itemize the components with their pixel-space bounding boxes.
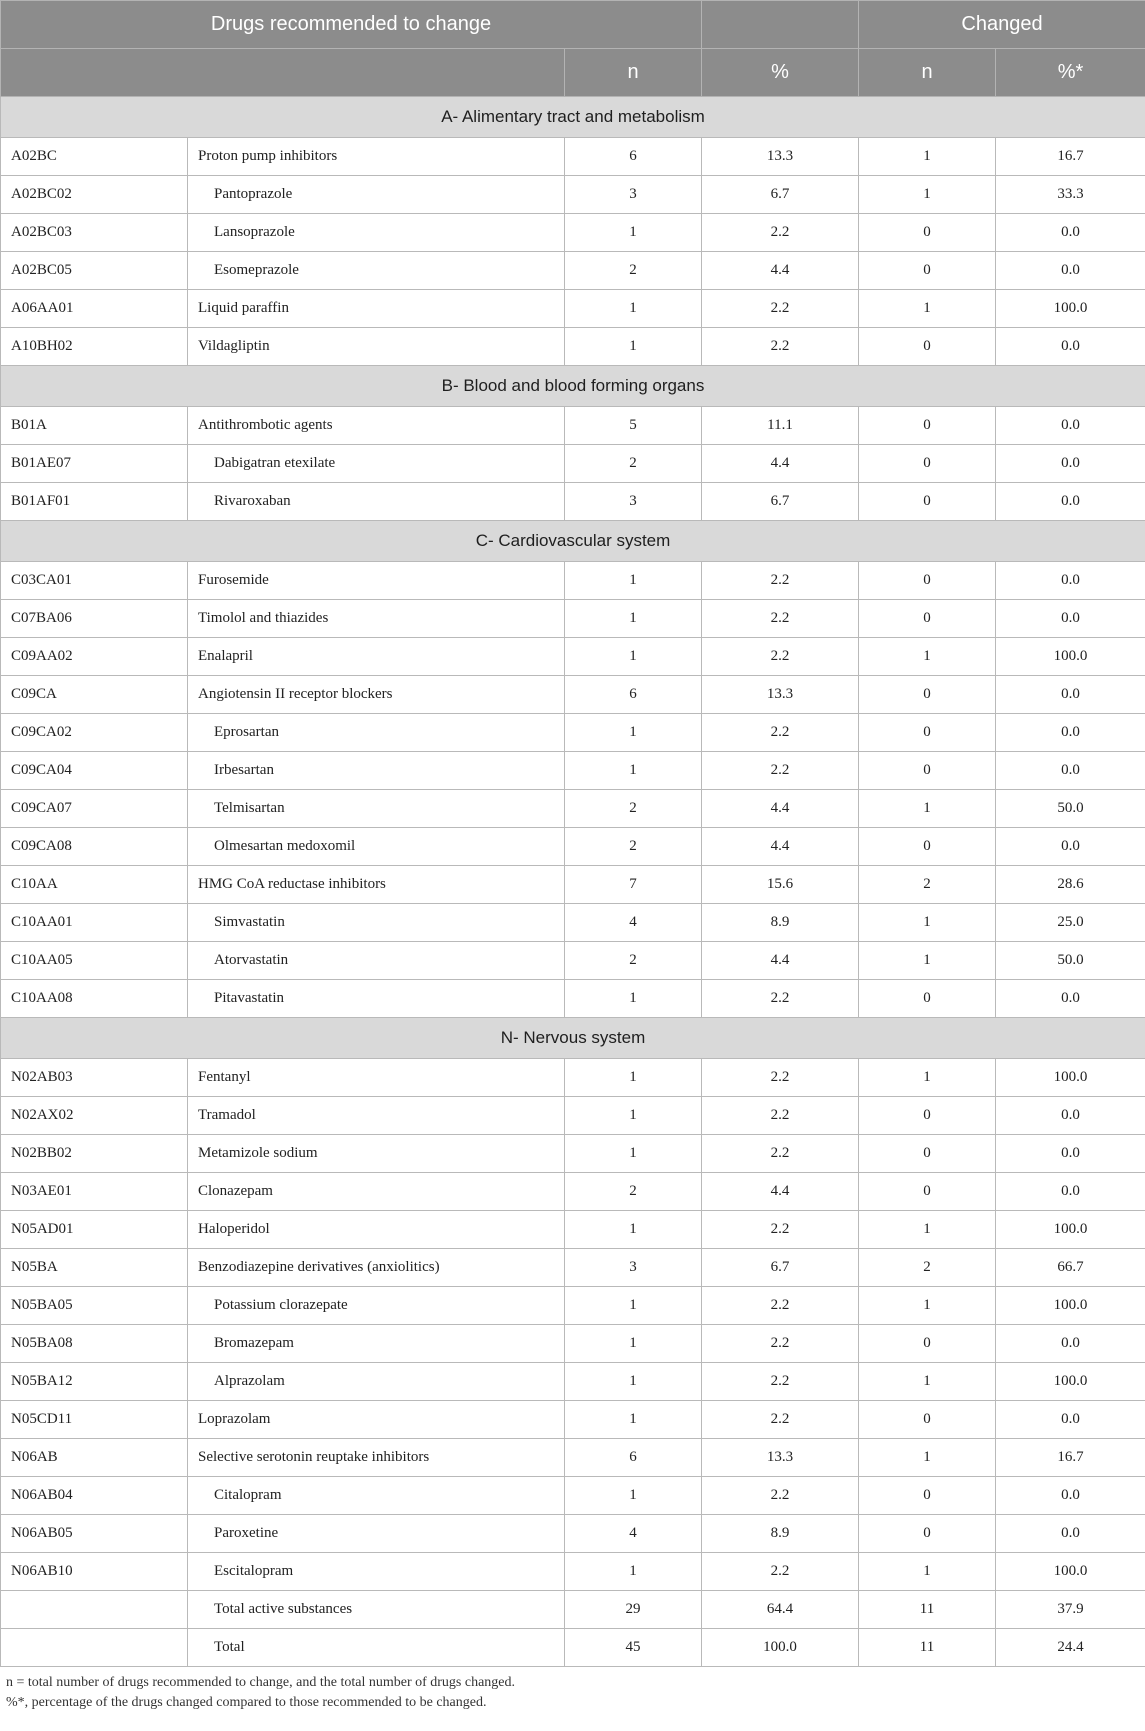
atc-code-cell xyxy=(1,1591,188,1629)
changed-pct-cell: 100.0 xyxy=(996,1211,1145,1249)
changed-pct-cell: 100.0 xyxy=(996,1553,1145,1591)
recommended-n-cell: 1 xyxy=(565,1211,702,1249)
changed-pct-cell: 24.4 xyxy=(996,1629,1145,1667)
atc-code-cell: C10AA xyxy=(1,866,188,904)
recommended-pct-cell: 2.2 xyxy=(702,290,859,328)
changed-pct-cell: 0.0 xyxy=(996,407,1145,445)
section-row xyxy=(1,366,1145,407)
changed-n-cell: 0 xyxy=(859,562,996,600)
changed-n-cell: 11 xyxy=(859,1629,996,1667)
atc-code-cell: N03AE01 xyxy=(1,1173,188,1211)
drug-name-cell: Alprazolam xyxy=(188,1363,565,1401)
drug-name-cell: Benzodiazepine derivatives (anxiolitics) xyxy=(188,1249,565,1287)
recommended-pct-cell: 2.2 xyxy=(702,214,859,252)
recommended-n-cell: 2 xyxy=(565,828,702,866)
recommended-n-cell: 4 xyxy=(565,1515,702,1553)
recommended-pct-cell: 11.1 xyxy=(702,407,859,445)
drug-name-cell: Bromazepam xyxy=(188,1325,565,1363)
atc-code-cell xyxy=(1,1629,188,1667)
header-n: n xyxy=(565,49,702,97)
table-row xyxy=(1,1173,1145,1211)
recommended-n-cell: 1 xyxy=(565,1287,702,1325)
changed-pct-cell: 0.0 xyxy=(996,562,1145,600)
recommended-n-cell: 1 xyxy=(565,1325,702,1363)
table-row xyxy=(1,1515,1145,1553)
changed-pct-cell: 0.0 xyxy=(996,714,1145,752)
recommended-n-cell: 7 xyxy=(565,866,702,904)
drug-name-cell: Timolol and thiazides xyxy=(188,600,565,638)
changed-n-cell: 0 xyxy=(859,214,996,252)
changed-pct-cell: 0.0 xyxy=(996,252,1145,290)
changed-n-cell: 2 xyxy=(859,1249,996,1287)
recommended-n-cell: 1 xyxy=(565,980,702,1018)
atc-code-cell: N06AB10 xyxy=(1,1553,188,1591)
recommended-n-cell: 2 xyxy=(565,790,702,828)
changed-n-cell: 0 xyxy=(859,1477,996,1515)
table-row xyxy=(1,828,1145,866)
recommended-pct-cell: 4.4 xyxy=(702,1173,859,1211)
table-row xyxy=(1,1591,1145,1629)
drug-name-cell: Vildagliptin xyxy=(188,328,565,366)
table-row xyxy=(1,1553,1145,1591)
recommended-pct-cell: 2.2 xyxy=(702,1059,859,1097)
table-row xyxy=(1,1059,1145,1097)
atc-code-cell: C03CA01 xyxy=(1,562,188,600)
changed-n-cell: 0 xyxy=(859,252,996,290)
table-row xyxy=(1,483,1145,521)
changed-n-cell: 0 xyxy=(859,676,996,714)
changed-pct-cell: 0.0 xyxy=(996,828,1145,866)
table-row xyxy=(1,1249,1145,1287)
changed-n-cell: 0 xyxy=(859,1097,996,1135)
changed-pct-cell: 100.0 xyxy=(996,1059,1145,1097)
section-title: A- Alimentary tract and metabolism xyxy=(1,97,1145,138)
changed-pct-cell: 100.0 xyxy=(996,290,1145,328)
atc-code-cell: N05AD01 xyxy=(1,1211,188,1249)
changed-pct-cell: 0.0 xyxy=(996,1097,1145,1135)
table-row xyxy=(1,676,1145,714)
drug-name-cell: HMG CoA reductase inhibitors xyxy=(188,866,565,904)
drug-name-cell: Tramadol xyxy=(188,1097,565,1135)
atc-code-cell: A02BC xyxy=(1,138,188,176)
recommended-n-cell: 2 xyxy=(565,445,702,483)
recommended-n-cell: 6 xyxy=(565,138,702,176)
atc-code-cell: B01A xyxy=(1,407,188,445)
changed-pct-cell: 33.3 xyxy=(996,176,1145,214)
atc-code-cell: N06AB04 xyxy=(1,1477,188,1515)
atc-code-cell: C10AA05 xyxy=(1,942,188,980)
recommended-n-cell: 2 xyxy=(565,942,702,980)
atc-code-cell: C07BA06 xyxy=(1,600,188,638)
recommended-pct-cell: 100.0 xyxy=(702,1629,859,1667)
header-pct: % xyxy=(702,49,859,97)
changed-n-cell: 0 xyxy=(859,483,996,521)
drug-name-cell: Proton pump inhibitors xyxy=(188,138,565,176)
changed-n-cell: 1 xyxy=(859,290,996,328)
changed-n-cell: 0 xyxy=(859,714,996,752)
drug-name-cell: Atorvastatin xyxy=(188,942,565,980)
table-footnotes xyxy=(0,1667,1145,1713)
drug-name-cell: Loprazolam xyxy=(188,1401,565,1439)
recommended-pct-cell: 2.2 xyxy=(702,1553,859,1591)
recommended-pct-cell: 2.2 xyxy=(702,1363,859,1401)
recommended-n-cell: 1 xyxy=(565,752,702,790)
atc-code-cell: N05CD11 xyxy=(1,1401,188,1439)
recommended-n-cell: 1 xyxy=(565,214,702,252)
recommended-pct-cell: 2.2 xyxy=(702,1401,859,1439)
header-changed-pct: %* xyxy=(996,49,1145,97)
table-row xyxy=(1,600,1145,638)
recommended-n-cell: 1 xyxy=(565,1097,702,1135)
changed-n-cell: 11 xyxy=(859,1591,996,1629)
recommended-pct-cell: 64.4 xyxy=(702,1591,859,1629)
drug-name-cell: Citalopram xyxy=(188,1477,565,1515)
table-row xyxy=(1,1287,1145,1325)
drug-name-cell: Eprosartan xyxy=(188,714,565,752)
table-row xyxy=(1,176,1145,214)
drug-name-cell: Metamizole sodium xyxy=(188,1135,565,1173)
recommended-pct-cell: 2.2 xyxy=(702,1135,859,1173)
changed-n-cell: 0 xyxy=(859,828,996,866)
changed-pct-cell: 0.0 xyxy=(996,214,1145,252)
drug-name-cell: Enalapril xyxy=(188,638,565,676)
recommended-n-cell: 29 xyxy=(565,1591,702,1629)
section-row xyxy=(1,521,1145,562)
atc-code-cell: C09CA08 xyxy=(1,828,188,866)
recommended-pct-cell: 2.2 xyxy=(702,752,859,790)
drug-name-cell: Telmisartan xyxy=(188,790,565,828)
recommended-pct-cell: 2.2 xyxy=(702,714,859,752)
atc-code-cell: C10AA01 xyxy=(1,904,188,942)
atc-code-cell: N05BA12 xyxy=(1,1363,188,1401)
changed-n-cell: 0 xyxy=(859,1173,996,1211)
section-title: C- Cardiovascular system xyxy=(1,521,1145,562)
recommended-pct-cell: 2.2 xyxy=(702,1325,859,1363)
recommended-pct-cell: 13.3 xyxy=(702,138,859,176)
atc-code-cell: N05BA05 xyxy=(1,1287,188,1325)
changed-n-cell: 1 xyxy=(859,138,996,176)
atc-code-cell: N02AX02 xyxy=(1,1097,188,1135)
section-row xyxy=(1,97,1145,138)
changed-pct-cell: 37.9 xyxy=(996,1591,1145,1629)
changed-n-cell: 0 xyxy=(859,1515,996,1553)
atc-code-cell: N06AB05 xyxy=(1,1515,188,1553)
table-row xyxy=(1,1097,1145,1135)
section-title: N- Nervous system xyxy=(1,1018,1145,1059)
recommended-n-cell: 1 xyxy=(565,1477,702,1515)
drug-name-cell: Pantoprazole xyxy=(188,176,565,214)
recommended-pct-cell: 2.2 xyxy=(702,1211,859,1249)
drug-name-cell: Olmesartan medoxomil xyxy=(188,828,565,866)
changed-pct-cell: 25.0 xyxy=(996,904,1145,942)
drug-name-cell: Selective serotonin reuptake inhibitors xyxy=(188,1439,565,1477)
recommended-n-cell: 2 xyxy=(565,252,702,290)
recommended-pct-cell: 15.6 xyxy=(702,866,859,904)
recommended-pct-cell: 2.2 xyxy=(702,980,859,1018)
recommended-pct-cell: 4.4 xyxy=(702,790,859,828)
recommended-pct-cell: 8.9 xyxy=(702,1515,859,1553)
changed-n-cell: 0 xyxy=(859,1135,996,1173)
header-changed-n: n xyxy=(859,49,996,97)
drug-name-cell: Irbesartan xyxy=(188,752,565,790)
table-row xyxy=(1,252,1145,290)
table-row xyxy=(1,752,1145,790)
recommended-n-cell: 1 xyxy=(565,714,702,752)
changed-n-cell: 0 xyxy=(859,328,996,366)
recommended-pct-cell: 2.2 xyxy=(702,328,859,366)
atc-code-cell: A02BC02 xyxy=(1,176,188,214)
section-row xyxy=(1,1018,1145,1059)
changed-n-cell: 1 xyxy=(859,638,996,676)
recommended-pct-cell: 6.7 xyxy=(702,1249,859,1287)
changed-n-cell: 1 xyxy=(859,1363,996,1401)
changed-pct-cell: 0.0 xyxy=(996,676,1145,714)
changed-pct-cell: 0.0 xyxy=(996,600,1145,638)
recommended-pct-cell: 13.3 xyxy=(702,676,859,714)
changed-pct-cell: 28.6 xyxy=(996,866,1145,904)
table-row xyxy=(1,562,1145,600)
table-row xyxy=(1,980,1145,1018)
recommended-pct-cell: 2.2 xyxy=(702,638,859,676)
drug-name-cell: Potassium clorazepate xyxy=(188,1287,565,1325)
drug-name-cell: Angiotensin II receptor blockers xyxy=(188,676,565,714)
header-blank xyxy=(702,1,859,49)
recommended-pct-cell: 2.2 xyxy=(702,1477,859,1515)
recommended-n-cell: 1 xyxy=(565,638,702,676)
recommended-n-cell: 1 xyxy=(565,328,702,366)
atc-code-cell: N02BB02 xyxy=(1,1135,188,1173)
drug-name-cell: Fentanyl xyxy=(188,1059,565,1097)
recommended-pct-cell: 4.4 xyxy=(702,252,859,290)
table-row xyxy=(1,904,1145,942)
table-row xyxy=(1,1401,1145,1439)
recommended-pct-cell: 4.4 xyxy=(702,942,859,980)
drug-name-cell: Furosemide xyxy=(188,562,565,600)
header-blank-2 xyxy=(1,49,565,97)
atc-code-cell: C09CA04 xyxy=(1,752,188,790)
changed-n-cell: 1 xyxy=(859,942,996,980)
recommended-n-cell: 1 xyxy=(565,600,702,638)
drug-name-cell: Pitavastatin xyxy=(188,980,565,1018)
drug-name-cell: Rivaroxaban xyxy=(188,483,565,521)
changed-pct-cell: 50.0 xyxy=(996,942,1145,980)
table-body xyxy=(1,97,1145,1667)
changed-n-cell: 1 xyxy=(859,176,996,214)
footnote: %*, percentage of the drugs changed compared to those recommended to be changed. xyxy=(6,1695,487,1710)
recommended-pct-cell: 2.2 xyxy=(702,1287,859,1325)
changed-n-cell: 0 xyxy=(859,1325,996,1363)
drug-name-cell: Paroxetine xyxy=(188,1515,565,1553)
changed-n-cell: 1 xyxy=(859,790,996,828)
table-row xyxy=(1,445,1145,483)
atc-code-cell: N06AB xyxy=(1,1439,188,1477)
atc-code-cell: N05BA08 xyxy=(1,1325,188,1363)
drug-name-cell: Total active substances xyxy=(188,1591,565,1629)
table-row xyxy=(1,1211,1145,1249)
recommended-n-cell: 2 xyxy=(565,1173,702,1211)
changed-n-cell: 1 xyxy=(859,1439,996,1477)
recommended-n-cell: 3 xyxy=(565,176,702,214)
table-row xyxy=(1,214,1145,252)
table-row xyxy=(1,1439,1145,1477)
atc-code-cell: N05BA xyxy=(1,1249,188,1287)
changed-pct-cell: 50.0 xyxy=(996,790,1145,828)
changed-pct-cell: 16.7 xyxy=(996,138,1145,176)
atc-code-cell: B01AE07 xyxy=(1,445,188,483)
table-row xyxy=(1,714,1145,752)
changed-pct-cell: 0.0 xyxy=(996,483,1145,521)
changed-n-cell: 1 xyxy=(859,1211,996,1249)
changed-pct-cell: 0.0 xyxy=(996,445,1145,483)
drug-name-cell: Clonazepam xyxy=(188,1173,565,1211)
header-changed: Changed xyxy=(859,1,1145,49)
changed-pct-cell: 0.0 xyxy=(996,1135,1145,1173)
table-row xyxy=(1,290,1145,328)
atc-code-cell: A06AA01 xyxy=(1,290,188,328)
recommended-pct-cell: 6.7 xyxy=(702,483,859,521)
drug-name-cell: Escitalopram xyxy=(188,1553,565,1591)
recommended-n-cell: 6 xyxy=(565,1439,702,1477)
drug-name-cell: Liquid paraffin xyxy=(188,290,565,328)
drug-name-cell: Simvastatin xyxy=(188,904,565,942)
changed-pct-cell: 0.0 xyxy=(996,1401,1145,1439)
atc-code-cell: C09CA07 xyxy=(1,790,188,828)
changed-n-cell: 2 xyxy=(859,866,996,904)
recommended-pct-cell: 2.2 xyxy=(702,1097,859,1135)
header-title: Drugs recommended to change xyxy=(1,1,702,49)
table-row xyxy=(1,638,1145,676)
recommended-pct-cell: 13.3 xyxy=(702,1439,859,1477)
recommended-n-cell: 5 xyxy=(565,407,702,445)
drug-name-cell: Antithrombotic agents xyxy=(188,407,565,445)
recommended-n-cell: 3 xyxy=(565,483,702,521)
changed-n-cell: 0 xyxy=(859,445,996,483)
changed-pct-cell: 100.0 xyxy=(996,638,1145,676)
changed-n-cell: 0 xyxy=(859,407,996,445)
recommended-n-cell: 4 xyxy=(565,904,702,942)
table-row xyxy=(1,790,1145,828)
drug-name-cell: Haloperidol xyxy=(188,1211,565,1249)
table-row xyxy=(1,138,1145,176)
changed-pct-cell: 0.0 xyxy=(996,1477,1145,1515)
recommended-pct-cell: 4.4 xyxy=(702,828,859,866)
changed-pct-cell: 100.0 xyxy=(996,1363,1145,1401)
recommended-pct-cell: 2.2 xyxy=(702,562,859,600)
table-row xyxy=(1,407,1145,445)
changed-pct-cell: 66.7 xyxy=(996,1249,1145,1287)
atc-code-cell: B01AF01 xyxy=(1,483,188,521)
recommended-n-cell: 3 xyxy=(565,1249,702,1287)
changed-n-cell: 1 xyxy=(859,1059,996,1097)
changed-pct-cell: 100.0 xyxy=(996,1287,1145,1325)
changed-pct-cell: 0.0 xyxy=(996,1515,1145,1553)
changed-n-cell: 1 xyxy=(859,1553,996,1591)
atc-code-cell: C10AA08 xyxy=(1,980,188,1018)
changed-n-cell: 1 xyxy=(859,904,996,942)
atc-code-cell: C09AA02 xyxy=(1,638,188,676)
table-row xyxy=(1,1325,1145,1363)
changed-pct-cell: 16.7 xyxy=(996,1439,1145,1477)
changed-pct-cell: 0.0 xyxy=(996,752,1145,790)
changed-pct-cell: 0.0 xyxy=(996,328,1145,366)
table-row xyxy=(1,1629,1145,1667)
recommended-n-cell: 1 xyxy=(565,1135,702,1173)
drug-name-cell: Total xyxy=(188,1629,565,1667)
changed-n-cell: 0 xyxy=(859,752,996,790)
changed-n-cell: 0 xyxy=(859,980,996,1018)
table-row xyxy=(1,942,1145,980)
atc-code-cell: N02AB03 xyxy=(1,1059,188,1097)
recommended-n-cell: 1 xyxy=(565,1401,702,1439)
section-title: B- Blood and blood forming organs xyxy=(1,366,1145,407)
changed-n-cell: 0 xyxy=(859,600,996,638)
recommended-n-cell: 1 xyxy=(565,1363,702,1401)
changed-pct-cell: 0.0 xyxy=(996,1325,1145,1363)
footnote: n = total number of drugs recommended to change, and the total number of drugs changed. xyxy=(6,1675,516,1690)
recommended-pct-cell: 4.4 xyxy=(702,445,859,483)
recommended-n-cell: 6 xyxy=(565,676,702,714)
recommended-pct-cell: 6.7 xyxy=(702,176,859,214)
atc-code-cell: C09CA02 xyxy=(1,714,188,752)
changed-n-cell: 1 xyxy=(859,1287,996,1325)
drug-name-cell: Lansoprazole xyxy=(188,214,565,252)
table-header xyxy=(1,1,1145,97)
recommended-n-cell: 45 xyxy=(565,1629,702,1667)
atc-code-cell: C09CA xyxy=(1,676,188,714)
drug-name-cell: Dabigatran etexilate xyxy=(188,445,565,483)
recommended-n-cell: 1 xyxy=(565,290,702,328)
drug-name-cell: Esomeprazole xyxy=(188,252,565,290)
atc-code-cell: A02BC03 xyxy=(1,214,188,252)
table-row xyxy=(1,1135,1145,1173)
changed-pct-cell: 0.0 xyxy=(996,980,1145,1018)
recommended-n-cell: 1 xyxy=(565,1553,702,1591)
table-row xyxy=(1,328,1145,366)
recommended-n-cell: 1 xyxy=(565,562,702,600)
table-row xyxy=(1,1477,1145,1515)
atc-code-cell: A10BH02 xyxy=(1,328,188,366)
changed-pct-cell: 0.0 xyxy=(996,1173,1145,1211)
table-row xyxy=(1,866,1145,904)
changed-n-cell: 0 xyxy=(859,1401,996,1439)
recommended-pct-cell: 2.2 xyxy=(702,600,859,638)
recommended-pct-cell: 8.9 xyxy=(702,904,859,942)
table-row xyxy=(1,1363,1145,1401)
recommended-n-cell: 1 xyxy=(565,1059,702,1097)
atc-code-cell: A02BC05 xyxy=(1,252,188,290)
